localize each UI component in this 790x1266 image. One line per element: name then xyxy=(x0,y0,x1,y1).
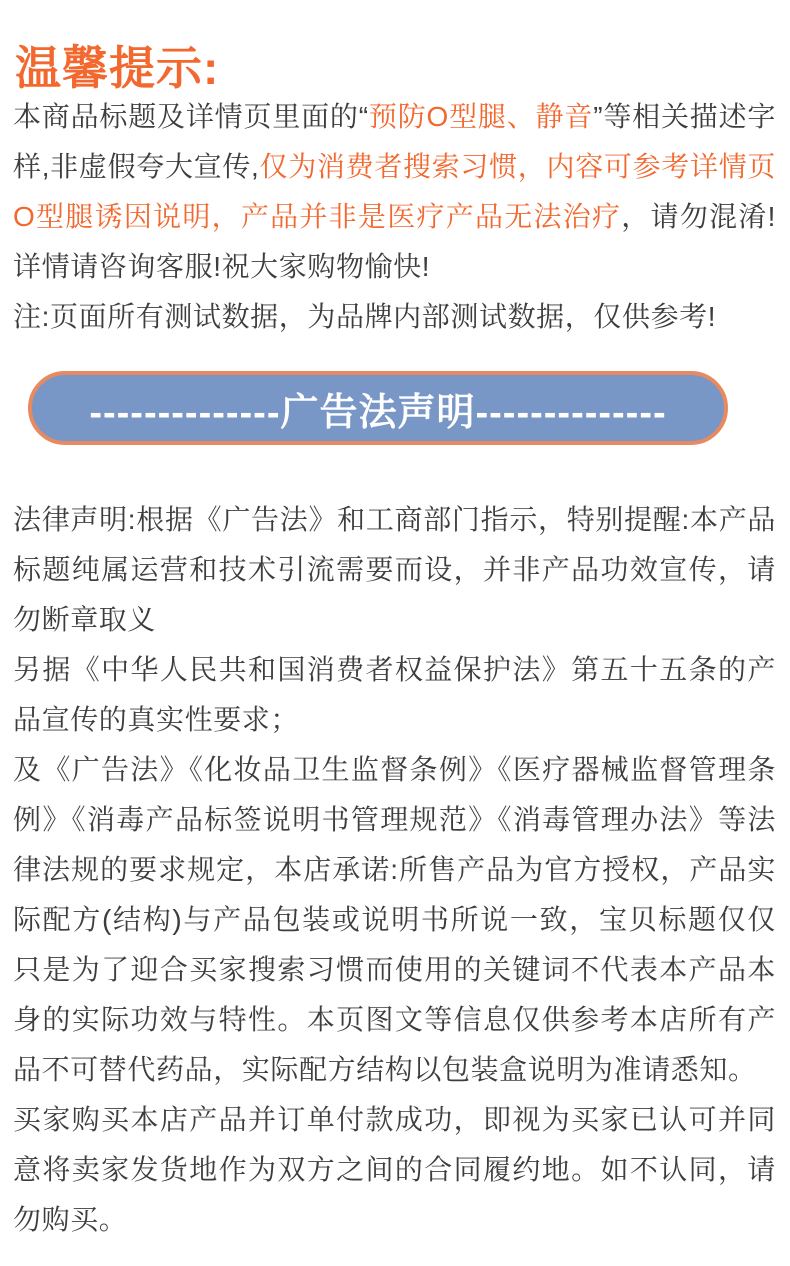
ad-law-banner xyxy=(28,371,728,445)
legal-paragraph-3: 及《广告法》《化妆品卫生监督条例》《医疗器械监督管理条例》《消毒产品标签说明书管理规范》《消毒管理办法》等法律法规的要求规定，本店承诺:所售产品为官方授权，产品实际配方(结构)与产品包装或说明书所说一致，宝贝标题仅仅只是为了迎合买家搜索习惯而使用的关键词不代表本产品本身的实际功效与特性。本页图文等信息仅供参考本店所有产品不可替代药品，实际配方结构以包装盒说明为准请悉知。 xyxy=(13,754,776,1086)
intro-text-highlight-1: 预防O型腿、静音 xyxy=(368,101,594,133)
ad-law-banner-label: --------------广告法声明-------------- xyxy=(89,391,667,434)
intro-text-dark-3: ，请勿混淆!详情请咨询客服!祝大家购物愉快! xyxy=(13,201,776,283)
intro-text-dark-2: ”等相关描述字样,非虚假夸大宣传, xyxy=(13,101,776,183)
buyer-agreement-warning: 买家购买本店产品并订单付款成功，即视为买家已认可并同意将卖家发货地作为双方之间的合同履约地。如不认同，请勿购买。 xyxy=(13,1104,776,1236)
legal-paragraph-1: 法律声明:根据《广告法》和工商部门指示，特别提醒:本产品标题纯属运营和技术引流需要而设，并非产品功效宣传，请勿断章取义 xyxy=(13,504,776,636)
legal-paragraph-2: 另据《中华人民共和国消费者权益保护法》第五十五条的产品宣传的真实性要求； xyxy=(13,654,776,736)
intro-text-highlight-2: 仅为消费者搜索习惯，内容可参考详情页O型腿诱因说明，产品并非是医疗产品无法治疗 xyxy=(13,151,776,233)
test-data-note: 注:页面所有测试数据，为品牌内部测试数据，仅供参考! xyxy=(13,301,717,333)
intro-text-dark-1: 本商品标题及详情页里面的“ xyxy=(13,101,369,133)
page-title: 温馨提示: xyxy=(15,42,220,94)
legal-statement-section xyxy=(13,495,776,1095)
intro-paragraph xyxy=(13,92,776,292)
disclaimer-page xyxy=(0,44,790,1245)
